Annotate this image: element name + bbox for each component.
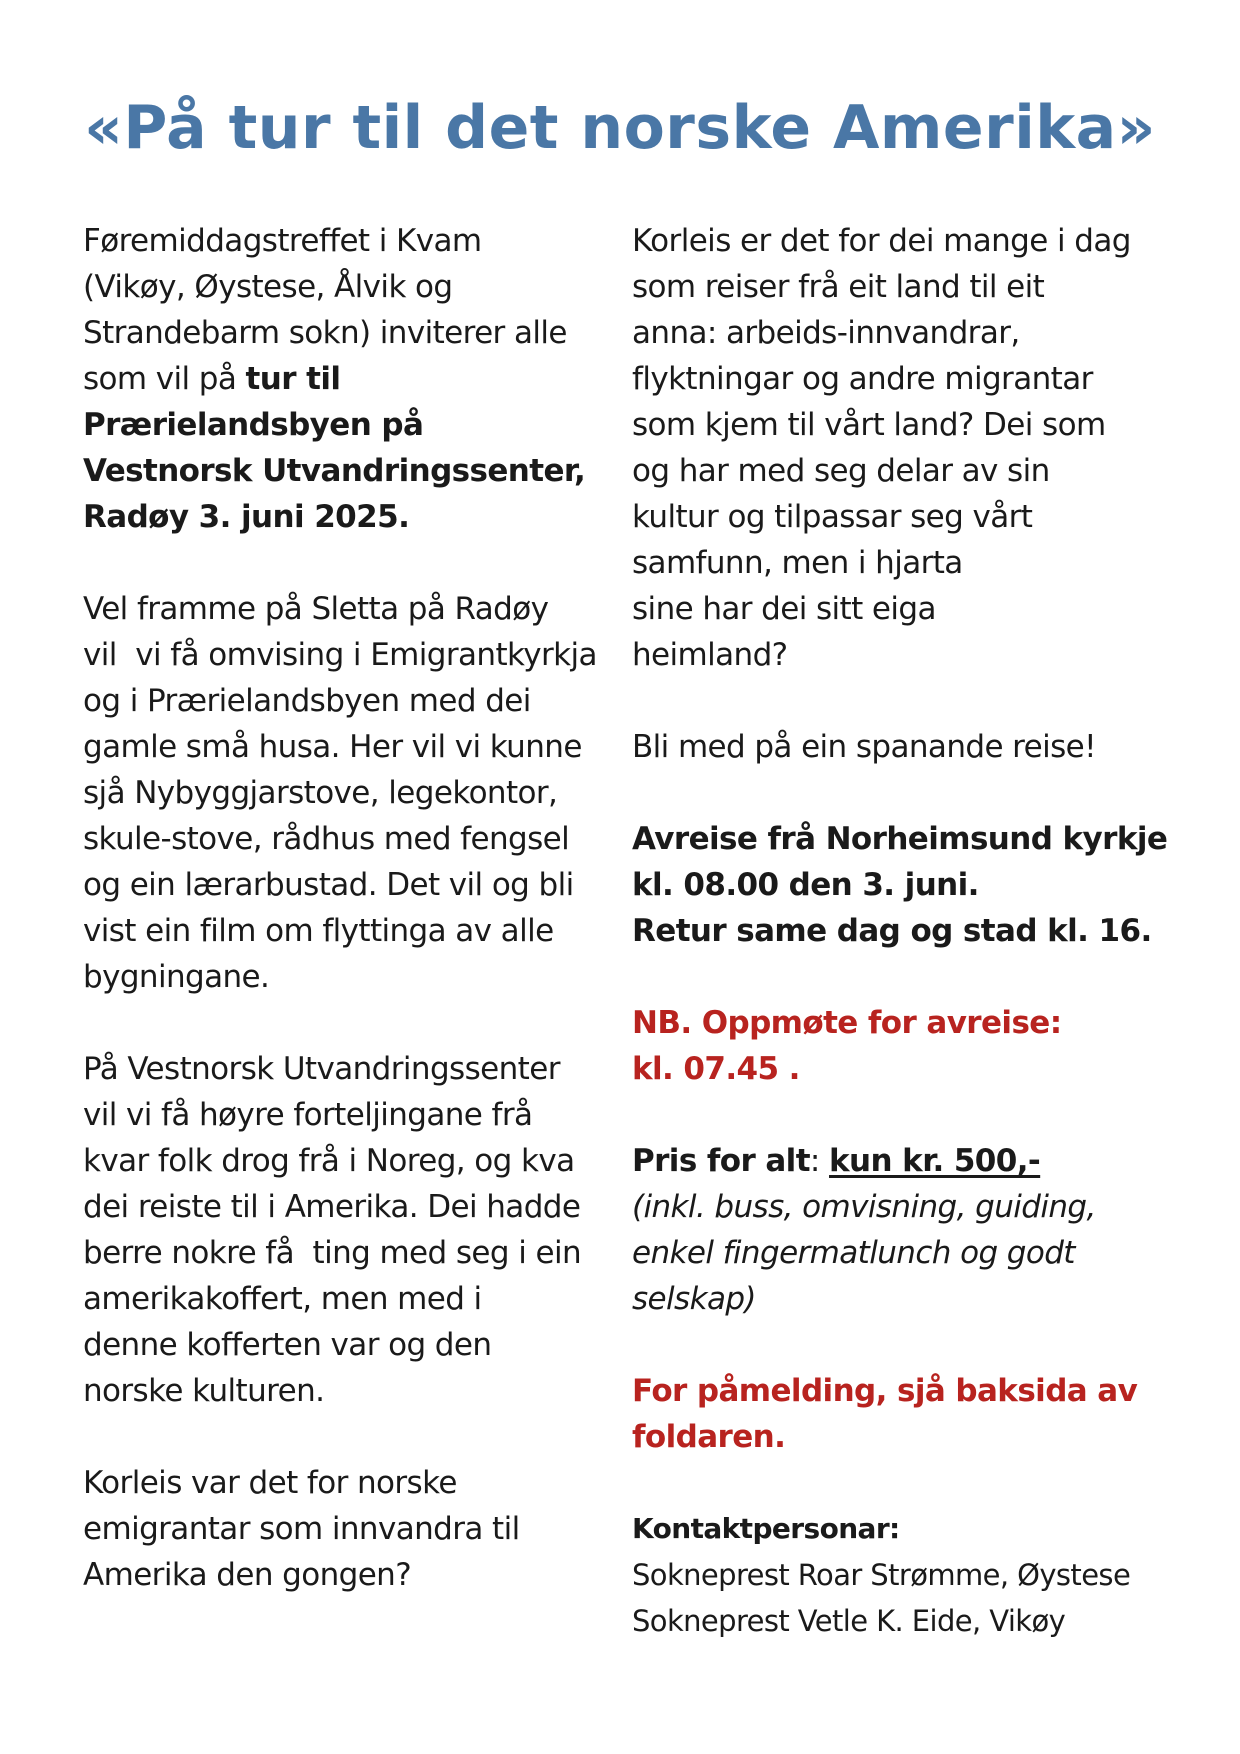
notice-line: NB. Oppmøte for avreise: <box>632 1005 1062 1041</box>
paragraph-line: berre nokre få ting med seg i ein <box>83 1235 582 1271</box>
departure-line: kl. 08.00 den 3. juni. <box>632 867 979 903</box>
price-label: Pris for alt <box>632 1143 810 1179</box>
departure-info <box>632 816 1192 954</box>
paragraph-line: gamle små husa. Her vil vi kunne <box>83 729 582 765</box>
invitation-line: Bli med på ein spanande reise! <box>632 729 1096 765</box>
paragraph-line: Korleis var det for norske <box>83 1465 457 1501</box>
departure-line: Avreise frå Norheimsund kyrkje <box>632 821 1168 857</box>
price-separator: : <box>809 1143 830 1179</box>
paragraph-line: Amerika den gongen? <box>83 1557 412 1593</box>
paragraph-line: På Vestnorsk Utvandringssenter <box>83 1051 560 1087</box>
intro-line: Strandebarm sokn) inviterer alle <box>83 315 567 351</box>
intro-line: Føremiddagstreffet i Kvam <box>83 223 482 259</box>
signup-line: For påmelding, sjå baksida av <box>632 1373 1138 1409</box>
contacts-heading: Kontaktpersonar: <box>632 1512 900 1545</box>
paragraph-line: samfunn, men i hjarta <box>632 545 963 581</box>
paragraph-line: bygningane. <box>83 959 270 995</box>
contact-person: Sokneprest Roar Strømme, Øystese <box>632 1558 1131 1592</box>
paragraph-line: emigrantar som innvandra til <box>83 1511 520 1547</box>
contacts <box>632 1506 1192 1644</box>
price-line <box>632 1138 1192 1184</box>
prairie-village-paragraph <box>83 586 623 1000</box>
paragraph-line: og har med seg delar av sin <box>632 453 1050 489</box>
price-amount: kun kr. 500,- <box>829 1143 1041 1179</box>
paragraph-line: vil vi få omvising i Emigrantkyrkja <box>83 637 597 673</box>
paragraph-line: kvar folk drog frå i Noreg, og kva <box>83 1143 575 1179</box>
intro-line: (Vikøy, Øystese, Ålvik og <box>83 269 453 305</box>
trip-date: Radøy 3. juni 2025. <box>83 499 410 535</box>
signup-notice <box>632 1368 1192 1460</box>
paragraph-line: sjå Nybyggjarstove, legekontor, <box>83 775 558 811</box>
paragraph-line: heimland? <box>632 637 788 673</box>
paragraph-line: Korleis er det for dei mange i dag <box>632 223 1131 259</box>
signup-line: foldaren. <box>632 1419 786 1455</box>
paragraph-line: vist ein film om flyttinga av alle <box>83 913 554 949</box>
paragraph-line: flyktningar og andre migrantar <box>632 361 1093 397</box>
paragraph-line: Vel framme på Sletta på Radøy <box>83 591 549 627</box>
notice-line: kl. 07.45 . <box>632 1051 800 1087</box>
paragraph-line: som reiser frå eit land til eit <box>632 269 1045 305</box>
paragraph-line: kultur og tilpassar seg vårt <box>632 499 1033 535</box>
meeting-time-notice <box>632 1000 1192 1092</box>
paragraph-line: som kjem til vårt land? Dei som <box>632 407 1106 443</box>
price-details-line: enkel fingermatlunch og godt <box>632 1235 1075 1271</box>
left-column <box>83 218 623 1598</box>
migrants-question-paragraph <box>632 218 1192 678</box>
emigration-center-paragraph <box>83 1046 623 1414</box>
paragraph-line: amerikakoffert, men med i <box>83 1281 482 1317</box>
paragraph-line: dei reiste til i Amerika. Dei hadde <box>83 1189 581 1225</box>
return-line: Retur same dag og stad kl. 16. <box>632 913 1152 949</box>
intro-paragraph <box>83 218 623 540</box>
price-info <box>632 1138 1192 1322</box>
intro-line <box>83 356 623 402</box>
paragraph-line: og i Prærielandsbyen med dei <box>83 683 531 719</box>
page-title: «På tur til det norske Amerika» <box>84 93 1156 163</box>
paragraph-line: og ein lærarbustad. Det vil og bli <box>83 867 574 903</box>
contact-person: Sokneprest Vetle K. Eide, Vikøy <box>632 1604 1066 1638</box>
trip-highlight: tur til <box>245 361 341 397</box>
paragraph-line: vil vi få høyre forteljingane frå <box>83 1097 533 1133</box>
paragraph-line: anna: arbeids-innvandrar, <box>632 315 1020 351</box>
trip-highlight: Vestnorsk Utvandringssenter, <box>83 453 586 489</box>
intro-text: som vil på <box>83 361 246 397</box>
paragraph-line: denne kofferten var og den <box>83 1327 492 1363</box>
right-column <box>632 218 1192 1644</box>
paragraph-line: norske kulturen. <box>83 1373 325 1409</box>
paragraph-line: sine har dei sitt eiga <box>632 591 936 627</box>
price-details-line: selskap) <box>632 1281 756 1317</box>
price-details-line: (inkl. buss, omvisning, guiding, <box>632 1189 1096 1225</box>
paragraph-line: skule-stove, rådhus med fengsel <box>83 821 570 857</box>
emigrants-question-paragraph <box>83 1460 623 1598</box>
trip-highlight: Prærielandsbyen på <box>83 407 424 443</box>
